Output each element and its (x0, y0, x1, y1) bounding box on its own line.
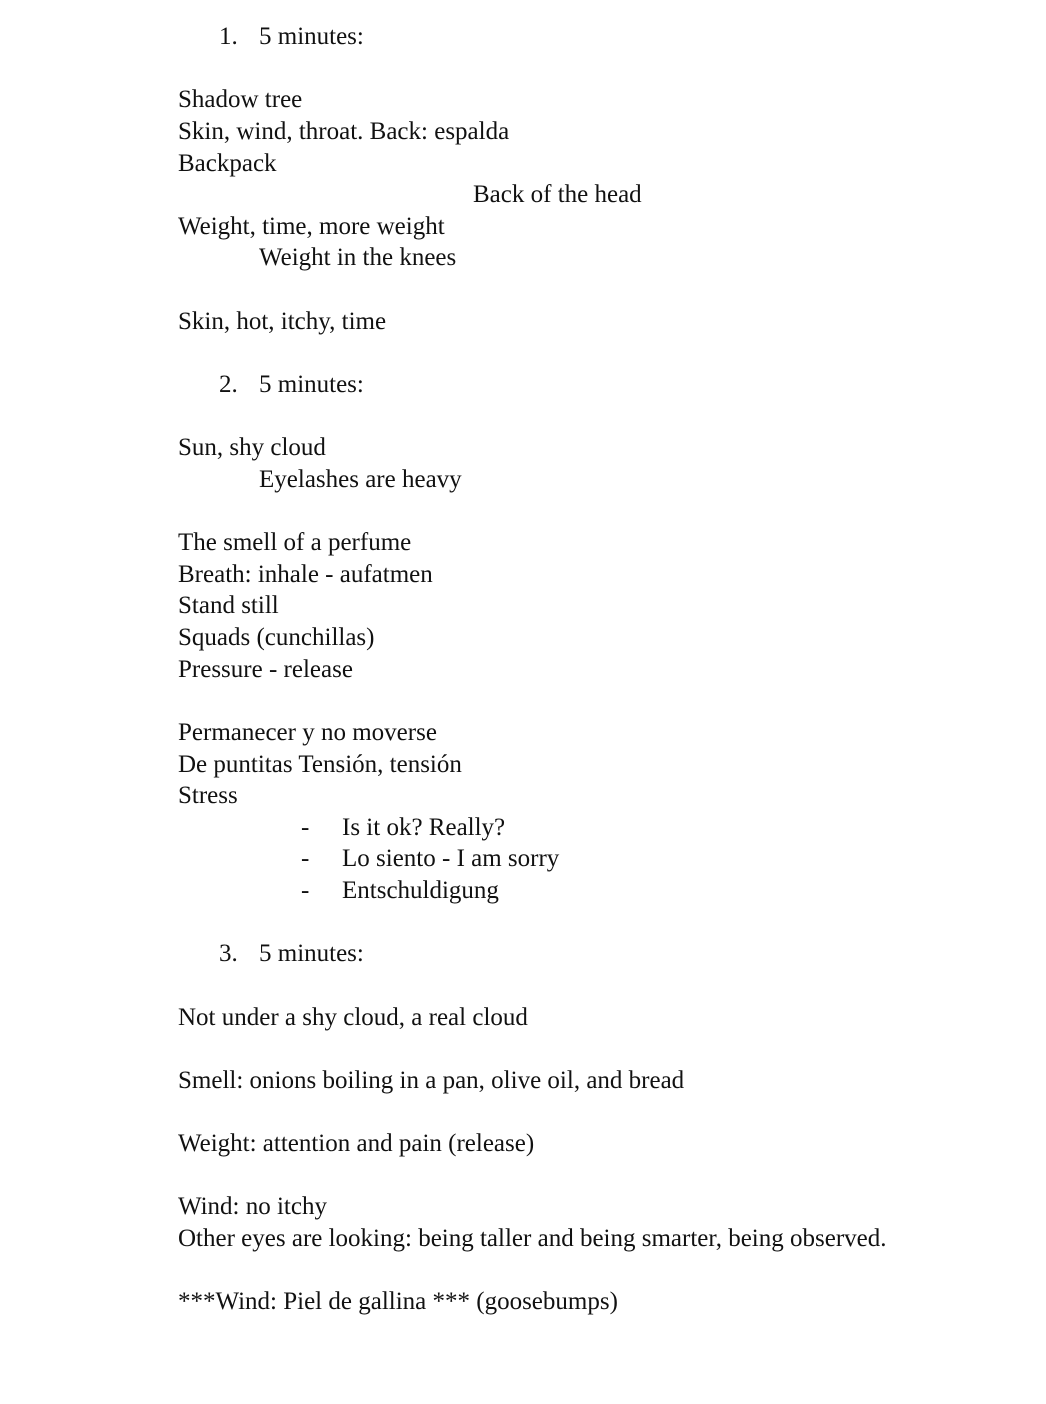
text-line: Squads (cunchillas) (178, 624, 375, 651)
section-heading: 5 minutes: (259, 940, 364, 967)
list-number: 3. (219, 940, 238, 967)
text-line: De puntitas Tensión, tensión (178, 751, 462, 778)
text-line: Wind: no itchy (178, 1193, 327, 1220)
text-line: Weight, time, more weight (178, 213, 445, 240)
bullet-dash: - (301, 877, 310, 904)
text-line: Weight in the knees (259, 244, 457, 271)
text-line: Breath: inhale - aufatmen (178, 561, 433, 588)
bullet-dash: - (301, 845, 310, 872)
text-line: Other eyes are looking: being taller and being smarter, being observed. (178, 1225, 887, 1252)
text-line: Stand still (178, 592, 279, 619)
text-line: Pressure - release (178, 656, 353, 683)
text-line: Permanecer y no moverse (178, 719, 437, 746)
text-line: Back of the head (473, 181, 642, 208)
text-line: Skin, hot, itchy, time (178, 308, 387, 335)
section-heading: 5 minutes: (259, 371, 364, 398)
text-line: Stress (178, 782, 238, 809)
bullet-text: Is it ok? Really? (342, 814, 506, 841)
text-line: ***Wind: Piel de gallina *** (goosebumps) (178, 1288, 618, 1315)
text-line: Eyelashes are heavy (259, 466, 462, 493)
text-line: Skin, wind, throat. Back: espalda (178, 118, 510, 145)
bullet-dash: - (301, 814, 310, 841)
text-line: Weight: attention and pain (release) (178, 1130, 535, 1157)
text-line: The smell of a perfume (178, 529, 412, 556)
text-line: Sun, shy cloud (178, 434, 326, 461)
text-line: Not under a shy cloud, a real cloud (178, 1004, 528, 1031)
text-line: Shadow tree (178, 86, 303, 113)
bullet-text: Entschuldigung (342, 877, 499, 904)
list-number: 2. (219, 371, 238, 398)
bullet-text: Lo siento - I am sorry (342, 845, 560, 872)
text-line: Smell: onions boiling in a pan, olive oil, and bread (178, 1067, 685, 1094)
section-heading: 5 minutes: (259, 23, 364, 50)
list-number: 1. (219, 23, 238, 50)
text-line: Backpack (178, 150, 277, 177)
